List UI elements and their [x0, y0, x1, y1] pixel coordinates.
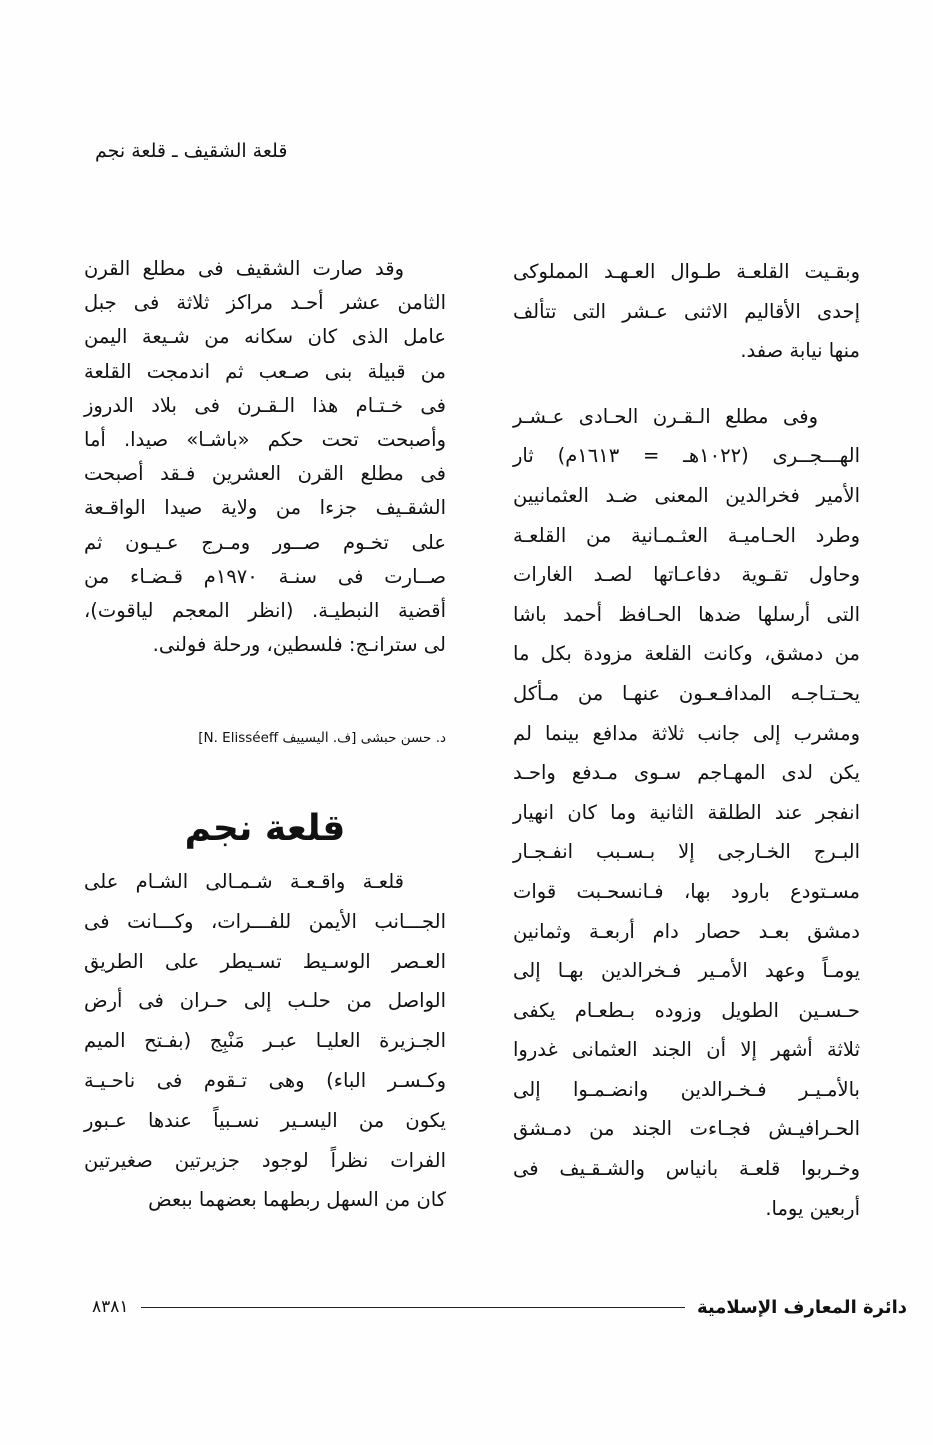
- text-line: أقضية النبطيـة. (انظر المعجم لياقوت)،: [84, 598, 446, 622]
- paragraph: [513, 397, 860, 1228]
- text-line: لى سترانـج: فلسطين، ورحلة فولنى.: [152, 633, 446, 657]
- text-line: وبقـيت القلعـة طـوال العـهـد المملوكى: [513, 260, 860, 283]
- text-line: فى مطلع القرن العشرين فـقد أصبحت: [84, 462, 446, 486]
- text-line: فى خـتـام هذا الـقـرن فى بلاد الدروز: [84, 393, 446, 417]
- text-line: منها نيابة صفد.: [740, 339, 860, 363]
- text-line: انفجر عند الطلقة الثانية وما كان انهيار: [513, 800, 860, 824]
- text-line: الجـــانب الأيمن للفـــرات، وكـــانت فى: [84, 909, 446, 933]
- text-line: من قبيلة بنى صـعب ثم اندمجت القلعة: [84, 359, 446, 383]
- text-line: يومـاً وعهد الأمـير فـخرالدين بهـا إلى: [513, 959, 860, 983]
- text-line: صــارت فى سنـة ١٩٧٠م قـضـاء من: [84, 564, 447, 588]
- text-line: يكون من اليسـير نسـبياً عندها عـبور: [84, 1108, 446, 1132]
- text-line: ومشرب إلى جانب ثلاثة مدافع بينما لم: [513, 721, 860, 745]
- text-line: كان من السهل ربطهما بعضهما ببعض: [148, 1188, 446, 1212]
- text-line: الجـزيرة العليـا عبـر مَنْبِج (بفـتح الميم: [84, 1029, 446, 1053]
- text-line: وطرد الحـاميـة العثـمـانية من القلعـة: [513, 523, 860, 547]
- text-line: قلعـة واقـعـة شـمـالى الشـام على: [84, 870, 404, 893]
- text-line: العـصر الوسـيط تسـيطر على الطريق: [84, 949, 446, 973]
- text-line: وخـربوا قلعـة بانياس والشـقـيف فى: [513, 1157, 860, 1181]
- text-line: وقد صارت الشقيف فى مطلع القرن: [84, 257, 404, 280]
- text-line: وحاول تقـوية دفاعـاتها لصـد الغارات: [513, 563, 860, 587]
- right-column: [513, 252, 860, 1228]
- text-line: البـرج الخـارجى إلا بـسـبب انفـجـار: [513, 840, 860, 864]
- article-heading: قلعة نجم: [184, 808, 346, 849]
- text-line: الشقـيف جزءا من ولاية صيدا الواقـعة: [84, 496, 446, 520]
- text-line: على تخـوم صــور ومـرج عـيـون ثم: [84, 530, 446, 554]
- text-line: دمشق بعـد حصار دام أربعـة وثمانين: [513, 919, 860, 943]
- text-line: الفرات نظراً لوجود جزيرتين صغيرتين: [84, 1148, 446, 1172]
- text-line: وأصبحت تحت حكم «باشـا» صيدا. أما: [84, 427, 446, 451]
- text-line: الهـــجــرى (١٠٢٢هـ = ١٦١٣م) ثار: [513, 444, 861, 468]
- paragraph: [513, 252, 860, 371]
- footer-rule: [141, 1307, 685, 1308]
- paragraph-gap: [513, 371, 860, 397]
- text-line: الحـرافيـش فجـاءت الجند من دمـشق: [513, 1117, 860, 1141]
- text-line: وكـسـر الباء) وهى تـقوم فى ناحـيـة: [84, 1068, 446, 1092]
- footer-title: دائرة المعارف الإسلامية: [696, 1296, 907, 1318]
- text-line: الأمير فخرالدين المعنى ضـد العثمانيين: [513, 483, 860, 507]
- page-footer: [92, 1292, 907, 1322]
- page-number: ٨٣٨١: [92, 1297, 129, 1317]
- text-line: الواصل من حلـب إلى حـران فى أرض: [84, 989, 446, 1013]
- text-line: التى أرسلها ضدها الحـافظ أحمد باشا: [513, 602, 860, 626]
- text-line: حـسـين الطويل وزوده بـطعـام يكفى: [513, 998, 860, 1022]
- text-line: يحـتـاجـه المدافـعـون عنهـا من مـأكل: [513, 681, 860, 705]
- text-line: بالأمـيـر فـخـرالدين وانضـمـوا إلى: [513, 1077, 860, 1101]
- text-line: أربعين يوما.: [765, 1196, 860, 1220]
- running-head: قلعة الشقيف ـ قلعة نجم: [95, 140, 288, 162]
- text-line: يكن لدى المهـاجم سـوى مـدفع واحـد: [513, 761, 860, 785]
- text-line: إحدى الأقاليم الاثنى عـشر التى تتألف: [513, 299, 860, 323]
- left-column-paragraph: [84, 252, 446, 662]
- text-line: وفى مطلع الـقـرن الحـادى عـشـر: [513, 404, 818, 428]
- text-line: من دمشق، وكانت القلعة مزودة بكل ما: [513, 642, 860, 666]
- author-credit: د. حسن حبشى [ف. اليسييف N. Elisséeff]: [198, 730, 446, 746]
- text-line: مسـتودع بارود بها، فـانسحـبت قوات: [513, 879, 860, 903]
- text-line: الثامن عشر أحـد مراكز ثلاثة فى جبل: [84, 291, 446, 315]
- text-line: ثلاثة أشهر إلا أن الجند العثمانى غدروا: [513, 1038, 860, 1062]
- left-column-paragraph: [84, 862, 446, 1220]
- text-line: عامل الذى كان سكانه من شـيعة اليمن: [84, 325, 446, 349]
